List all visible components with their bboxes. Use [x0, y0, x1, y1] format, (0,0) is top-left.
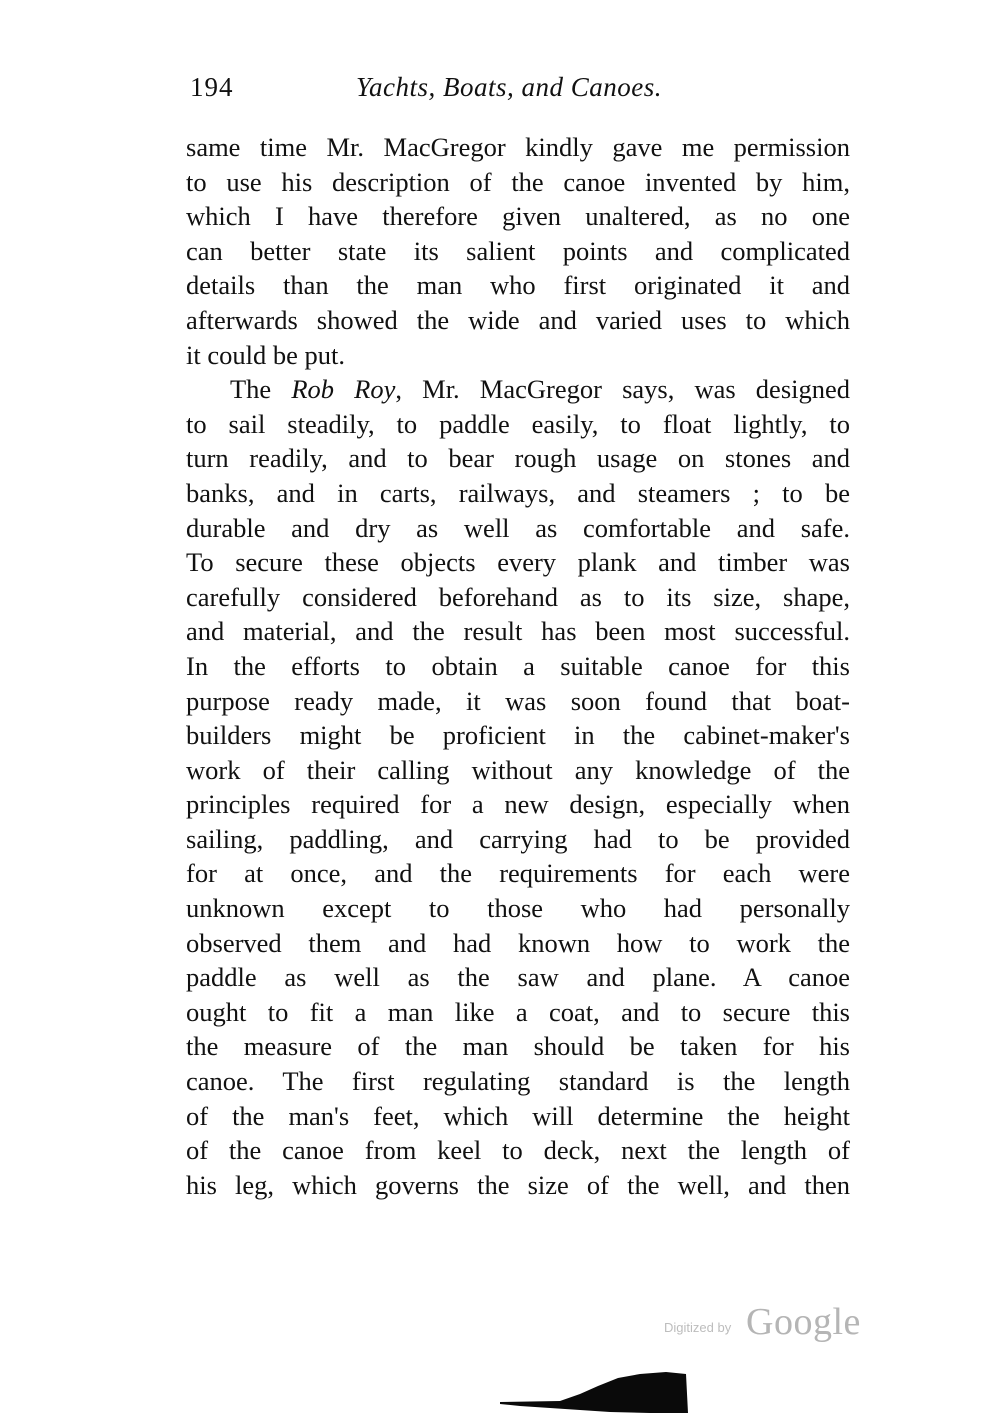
text-line: turn readily, and to bear rough usage on stones and	[186, 443, 850, 474]
text-line: principles required for a new design, especially when	[186, 789, 850, 820]
text-line: carefully considered beforehand as to its size, shape,	[186, 581, 850, 612]
text-line: unknown except to those who had personally	[186, 893, 850, 924]
text-line: can better state its salient points and complicated	[186, 235, 850, 266]
watermark-digitized-by: Digitized by	[664, 1320, 732, 1335]
text-line: his leg, which governs the size of the well, and then	[186, 1169, 850, 1200]
page-number: 194	[190, 72, 234, 102]
text-line: of the canoe from keel to deck, next the length of	[186, 1135, 850, 1166]
digitized-by-google-watermark	[664, 1300, 864, 1350]
text-line: of the man's feet, which will determine the height	[186, 1100, 850, 1131]
text-line: which I have therefore given unaltered, as no one	[186, 201, 850, 232]
text-line: ought to fit a man like a coat, and to secure this	[186, 996, 850, 1027]
text-line: and material, and the result has been most successful.	[186, 616, 850, 647]
text-line: In the efforts to obtain a suitable canoe for this	[186, 650, 850, 681]
text-run: , Mr. MacGregor says, was designed	[395, 374, 851, 405]
running-header	[190, 72, 850, 112]
text-line: purpose ready made, it was soon found that boat-	[186, 685, 850, 716]
text-line: builders might be proficient in the cabinet-maker's	[186, 720, 850, 751]
italic-title: Rob Roy	[291, 374, 396, 405]
text-line: banks, and in carts, railways, and steamers ; to be	[186, 477, 850, 508]
text-line: it could be put.	[186, 339, 345, 370]
text-line: for at once, and the requirements for each were	[186, 858, 850, 889]
text-line: paddle as well as the saw and plane. A canoe	[186, 962, 850, 993]
text-run: The	[230, 374, 292, 405]
text-line: afterwards showed the wide and varied uses to which	[186, 304, 850, 335]
text-line: work of their calling without any knowledge of the	[186, 754, 850, 785]
running-title: Yachts, Boats, and Canoes.	[356, 72, 663, 102]
page-edge-ink-blot	[500, 1368, 688, 1413]
watermark-google-logo: Google	[746, 1301, 861, 1343]
paragraph-first-line	[186, 372, 850, 407]
text-line: observed them and had known how to work the	[186, 927, 850, 958]
text-line: canoe. The first regulating standard is the length	[186, 1066, 850, 1097]
text-line: same time Mr. MacGregor kindly gave me permission	[186, 132, 850, 162]
text-line: sailing, paddling, and carrying had to be provided	[186, 823, 850, 854]
text-line: durable and dry as well as comfortable and safe.	[186, 512, 850, 543]
text-line: to sail steadily, to paddle easily, to float lightly, to	[186, 408, 850, 439]
text-line: the measure of the man should be taken for his	[186, 1031, 850, 1062]
text-line: details than the man who first originated it and	[186, 270, 850, 301]
text-line: to use his description of the canoe invented by him,	[186, 166, 850, 197]
text-line: To secure these objects every plank and timber was	[186, 547, 850, 578]
body-text	[186, 130, 850, 1202]
